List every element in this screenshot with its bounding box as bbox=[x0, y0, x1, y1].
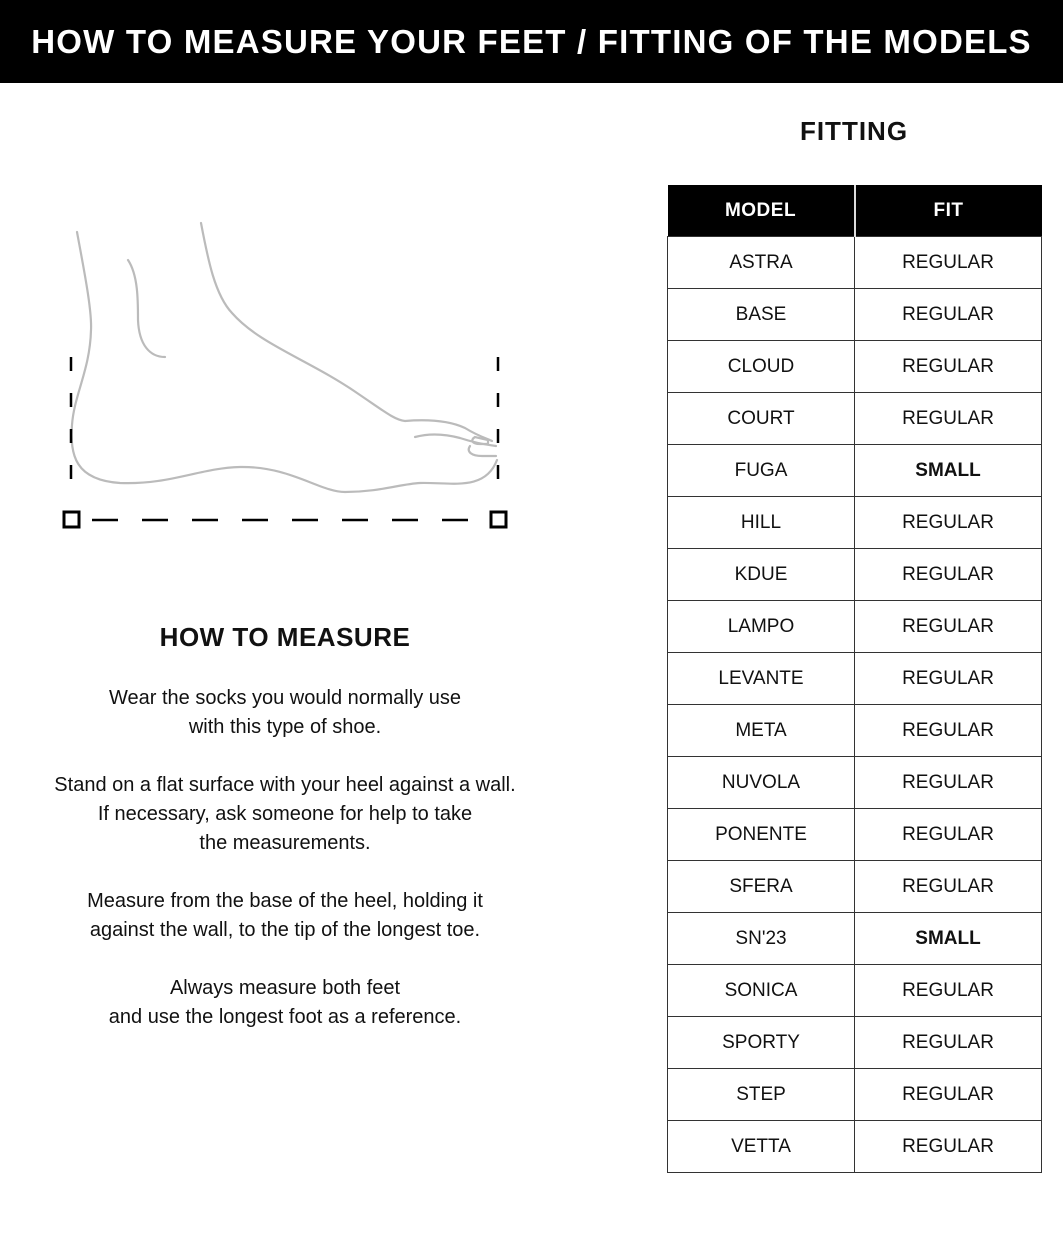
model-cell: META bbox=[668, 705, 855, 757]
fit-cell: SMALL bbox=[855, 913, 1042, 965]
model-cell: STEP bbox=[668, 1069, 855, 1121]
fit-cell: REGULAR bbox=[855, 549, 1042, 601]
how-to-measure-instructions bbox=[20, 684, 550, 1061]
fit-cell: REGULAR bbox=[855, 653, 1042, 705]
model-cell: BASE bbox=[668, 289, 855, 341]
instruction-line: against the wall, to the tip of the longest toe. bbox=[89, 919, 481, 941]
fit-cell: SMALL bbox=[855, 445, 1042, 497]
fit-cell: REGULAR bbox=[855, 861, 1042, 913]
foot-measurement-diagram-icon bbox=[0, 200, 560, 540]
fit-cell: REGULAR bbox=[855, 757, 1042, 809]
model-cell: SPORTY bbox=[668, 1017, 855, 1069]
fit-cell: REGULAR bbox=[855, 1121, 1042, 1173]
instruction-line: and use the longest foot as a reference. bbox=[108, 1006, 462, 1028]
model-cell: VETTA bbox=[668, 1121, 855, 1173]
table-row bbox=[668, 497, 1042, 549]
fit-cell: REGULAR bbox=[855, 601, 1042, 653]
table-row bbox=[668, 965, 1042, 1017]
table-row bbox=[668, 341, 1042, 393]
fitting-title: FITTING bbox=[799, 116, 909, 146]
table-row bbox=[668, 289, 1042, 341]
model-cell: PONENTE bbox=[668, 809, 855, 861]
model-cell: KDUE bbox=[668, 549, 855, 601]
page-header bbox=[0, 0, 1063, 83]
fitting-table bbox=[667, 185, 1042, 1173]
table-row bbox=[668, 237, 1042, 289]
fit-cell: REGULAR bbox=[855, 341, 1042, 393]
model-cell: NUVOLA bbox=[668, 757, 855, 809]
model-cell: SFERA bbox=[668, 861, 855, 913]
model-cell: SN'23 bbox=[668, 913, 855, 965]
fit-cell: REGULAR bbox=[855, 237, 1042, 289]
column-header-model: MODEL bbox=[668, 185, 855, 237]
how-to-measure-title: HOW TO MEASURE bbox=[159, 622, 411, 652]
instruction-paragraph bbox=[20, 974, 550, 1032]
model-cell: HILL bbox=[668, 497, 855, 549]
fit-cell: REGULAR bbox=[855, 809, 1042, 861]
column-header-fit: FIT bbox=[855, 185, 1042, 237]
fitting-table-body bbox=[668, 237, 1042, 1173]
table-row bbox=[668, 601, 1042, 653]
table-header-row bbox=[668, 185, 1042, 237]
table-row bbox=[668, 757, 1042, 809]
fit-cell: REGULAR bbox=[855, 497, 1042, 549]
table-row bbox=[668, 1121, 1042, 1173]
page-title: HOW TO MEASURE YOUR FEET / FITTING OF THE MODELS bbox=[31, 22, 1032, 60]
fit-cell: REGULAR bbox=[855, 393, 1042, 445]
instruction-line: Measure from the base of the heel, holding it bbox=[87, 890, 483, 912]
model-cell: FUGA bbox=[668, 445, 855, 497]
table-row bbox=[668, 1069, 1042, 1121]
table-row bbox=[668, 393, 1042, 445]
heel-marker-icon bbox=[64, 512, 79, 527]
foot-top-outline bbox=[201, 223, 492, 441]
fit-cell: REGULAR bbox=[855, 1069, 1042, 1121]
table-row bbox=[668, 445, 1042, 497]
table-row bbox=[668, 549, 1042, 601]
fit-cell: REGULAR bbox=[855, 705, 1042, 757]
instruction-paragraph bbox=[20, 684, 550, 742]
instruction-paragraph bbox=[20, 771, 550, 858]
model-cell: CLOUD bbox=[668, 341, 855, 393]
ankle-line bbox=[128, 260, 165, 357]
fit-cell: REGULAR bbox=[855, 289, 1042, 341]
table-row bbox=[668, 705, 1042, 757]
instruction-line: the measurements. bbox=[199, 832, 371, 854]
table-row bbox=[668, 809, 1042, 861]
fit-cell: REGULAR bbox=[855, 1017, 1042, 1069]
fit-cell: REGULAR bbox=[855, 965, 1042, 1017]
model-cell: ASTRA bbox=[668, 237, 855, 289]
instruction-line: Always measure both feet bbox=[169, 977, 401, 999]
instruction-line: Wear the socks you would normally use bbox=[108, 687, 461, 709]
model-cell: LEVANTE bbox=[668, 653, 855, 705]
foot-back-outline bbox=[72, 232, 497, 492]
table-row bbox=[668, 861, 1042, 913]
table-row bbox=[668, 1017, 1042, 1069]
instruction-line: with this type of shoe. bbox=[188, 716, 382, 738]
table-row bbox=[668, 913, 1042, 965]
instruction-line: Stand on a flat surface with your heel against a wall. bbox=[54, 774, 516, 796]
model-cell: COURT bbox=[668, 393, 855, 445]
table-row bbox=[668, 653, 1042, 705]
instruction-paragraph bbox=[20, 887, 550, 945]
toe-marker-icon bbox=[491, 512, 506, 527]
model-cell: SONICA bbox=[668, 965, 855, 1017]
instruction-line: If necessary, ask someone for help to take bbox=[97, 803, 473, 825]
model-cell: LAMPO bbox=[668, 601, 855, 653]
